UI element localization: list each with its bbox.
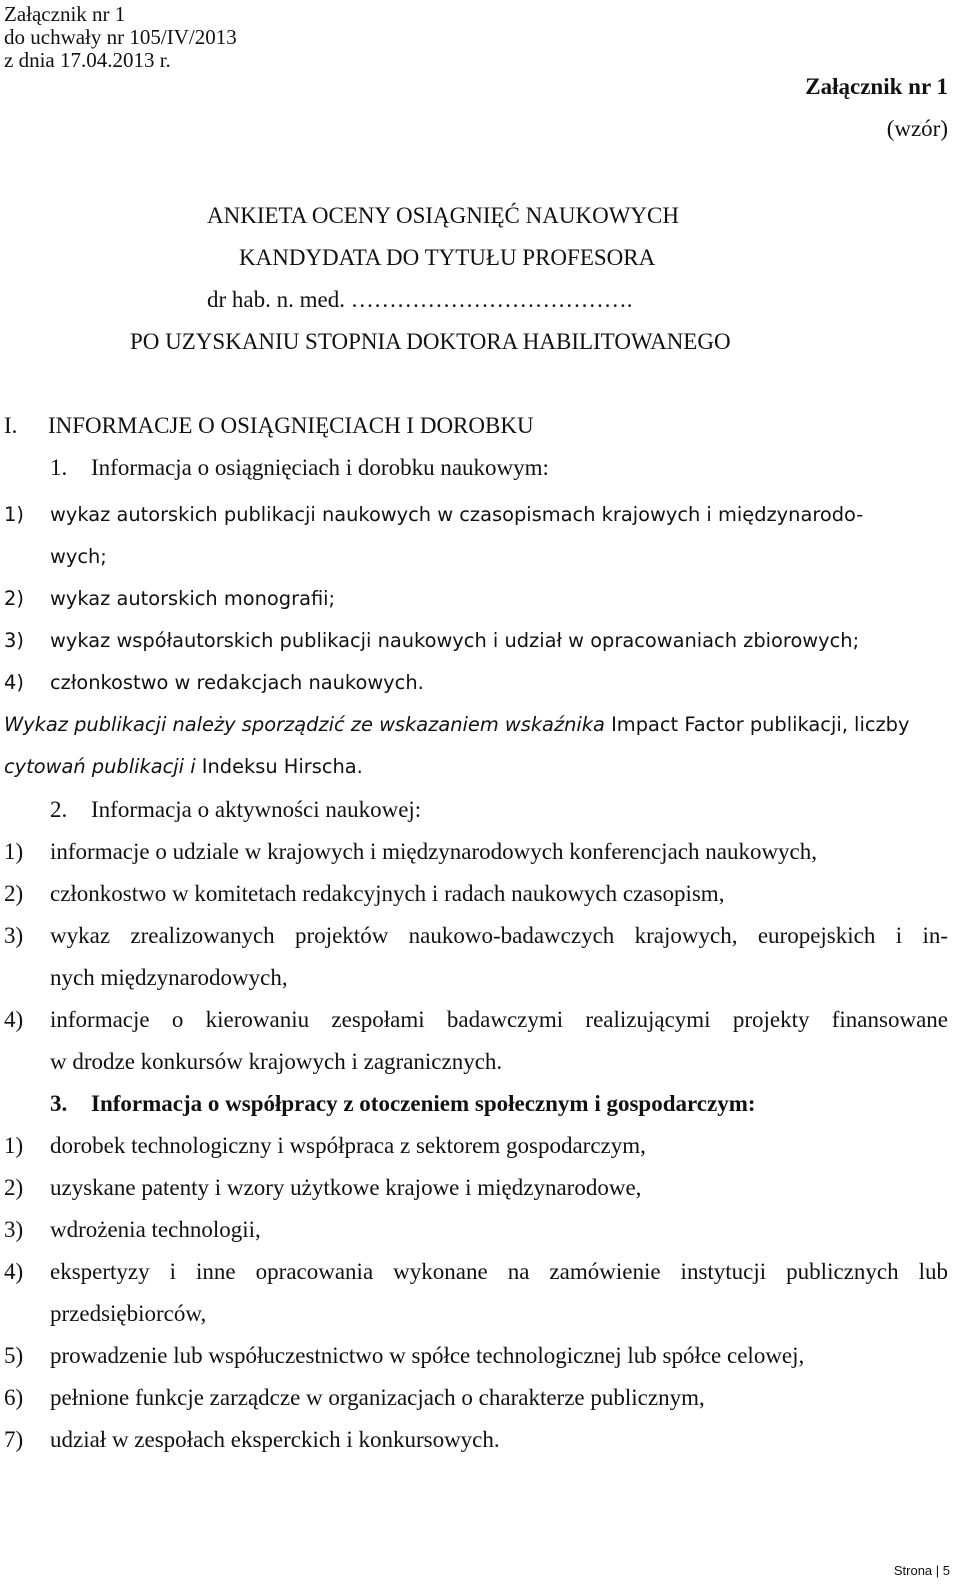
doc-title-line-4: PO UZYSKANIU STOPNIA DOKTORA HABILITOWANEGO (130, 329, 731, 354)
list-item-number: 1) (4, 1133, 24, 1158)
list-item-number: 3) (4, 923, 24, 948)
list-item-text: wykaz współautorskich publikacji naukowych i udział w opracowaniach zbiorowych; (50, 629, 860, 652)
doc-title-line-3: dr hab. n. med. ………………………………. (207, 287, 633, 312)
annex-subtitle: (wzór) (886, 116, 948, 141)
list-item-text: udział w zespołach eksperckich i konkursowych. (50, 1427, 500, 1452)
part-number: I. (4, 413, 18, 438)
list-item-number: 3) (4, 1217, 24, 1242)
list-item-text-continued: w drodze konkursów krajowych i zagranicznych. (50, 1049, 503, 1074)
note-regular-part: Impact Factor publikacji, liczby (611, 713, 910, 736)
section-2-title: Informacja o aktywności naukowej: (91, 797, 422, 822)
list-item-text: wykaz zrealizowanych projektów naukowo-badawczych krajowych, europejskich i in- (50, 923, 948, 948)
header-line-3: z dnia 17.04.2013 r. (4, 48, 171, 72)
list-item-text: wdrożenia technologii, (50, 1217, 261, 1242)
list-item-text: pełnione funkcje zarządcze w organizacjach o charakterze publicznym, (50, 1385, 705, 1410)
page-number: Strona | 5 (893, 1563, 950, 1578)
list-item-number: 4) (4, 671, 24, 694)
list-item-text-continued: przedsiębiorców, (50, 1301, 207, 1326)
section-3-title: Informacja o współpracy z otoczeniem społecznym i gospodarczym: (91, 1091, 756, 1116)
doc-title-line-1: ANKIETA OCENY OSIĄGNIĘĆ NAUKOWYCH (207, 203, 679, 228)
publication-note-line-1 (4, 713, 909, 736)
list-item-text: informacje o kierowaniu zespołami badawczymi realizującymi projekty finansowane (50, 1007, 948, 1032)
list-item-text: prowadzenie lub współuczestnictwo w spółce technologicznej lub spółce celowej, (50, 1343, 805, 1368)
list-item-number: 6) (4, 1385, 24, 1410)
list-item-text: ekspertyzy i inne opracowania wykonane na zamówienie instytucji publicznych lub (50, 1259, 948, 1284)
list-item-text: dorobek technologiczny i współpraca z sektorem gospodarczym, (50, 1133, 646, 1158)
publication-note-line-2 (4, 755, 363, 778)
list-item-number: 7) (4, 1427, 24, 1452)
list-item-text: informacje o udziale w krajowych i międzynarodowych konferencjach naukowych, (50, 839, 818, 864)
list-item-number: 2) (4, 587, 24, 610)
list-item-text: wykaz autorskich publikacji naukowych w czasopismach krajowych i międzynarodo- (50, 503, 864, 526)
header-line-2: do uchwały nr 105/IV/2013 (4, 25, 237, 49)
section-3-number: 3. (50, 1091, 68, 1116)
list-item-text: członkostwo w komitetach redakcyjnych i radach naukowych czasopism, (50, 881, 725, 906)
list-item-text: wykaz autorskich monografii; (50, 587, 336, 610)
header-line-1: Załącznik nr 1 (4, 2, 126, 26)
section-2-number: 2. (50, 797, 68, 822)
list-item-number: 1) (4, 839, 24, 864)
list-item-number: 1) (4, 503, 24, 526)
doc-title-line-2: KANDYDATA DO TYTUŁU PROFESORA (239, 245, 656, 270)
list-item-number: 4) (4, 1259, 24, 1284)
list-item-number: 3) (4, 629, 24, 652)
list-item-number: 2) (4, 881, 24, 906)
note-italic-part: cytowań publikacji i (4, 755, 196, 778)
annex-title: Załącznik nr 1 (805, 74, 948, 99)
list-item-text: członkostwo w redakcjach naukowych. (50, 671, 424, 694)
note-regular-part: Indeksu Hirscha. (201, 755, 363, 778)
list-item-number: 4) (4, 1007, 24, 1032)
list-item-number: 5) (4, 1343, 24, 1368)
part-title: INFORMACJE O OSIĄGNIĘCIACH I DOROBKU (48, 413, 534, 438)
list-item-number: 2) (4, 1175, 24, 1200)
section-1-number: 1. (50, 455, 68, 480)
section-1-title: Informacja o osiągnięciach i dorobku naukowym: (91, 455, 549, 480)
list-item-text-continued: nych międzynarodowych, (50, 965, 288, 990)
note-italic-part: Wykaz publikacji należy sporządzić ze wskazaniem wskaźnika (4, 713, 605, 736)
list-item-text: uzyskane patenty i wzory użytkowe krajowe i międzynarodowe, (50, 1175, 642, 1200)
list-item-text-continued: wych; (50, 545, 107, 568)
